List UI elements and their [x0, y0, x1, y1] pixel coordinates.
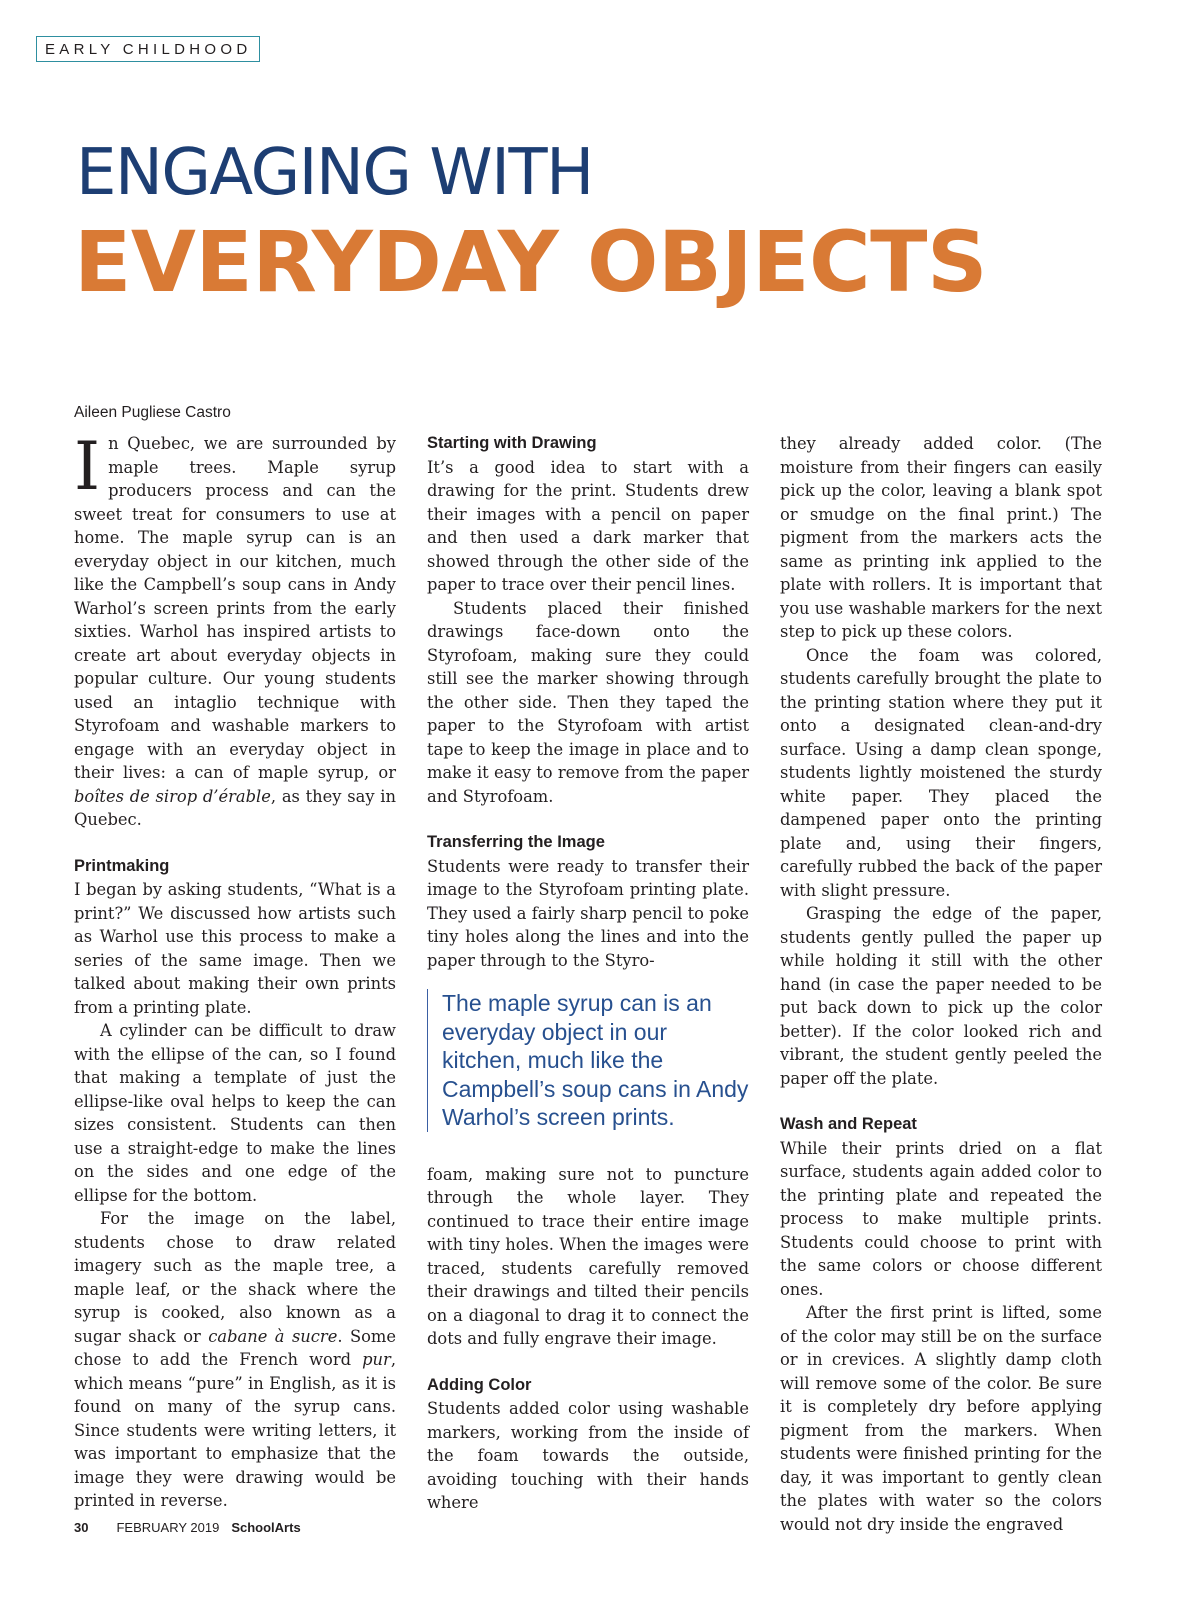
color-paragraph-3: Grasping the edge of the paper, students gently pulled the paper up while holding it still with the other hand (in case the paper needed to be put back down to pick up the color better). If the color looked rich and vibrant, the student gently peeled the paper off the plate.	[780, 904, 1102, 1088]
column-3	[780, 432, 1102, 1536]
transfer-paragraph-2: foam, making sure not to puncture through the whole layer. They continued to trace their entire image with tiny holes. When the images were traced, students carefully removed their drawings and tilted their pencils on a diagonal to drag it to connect the dots and fully engrave their image.	[427, 1164, 749, 1348]
intro-text-b: , as they say in Quebec.	[74, 786, 396, 829]
title-line-1: ENGAGING WITH	[76, 136, 593, 210]
intro-paragraph	[74, 428, 396, 832]
printmaking-p3-italic-2: pur	[362, 1350, 391, 1369]
drawing-paragraph-1: It’s a good idea to start with a drawing for the print. Students drew their images with a pencil on paper and then used a dark marker that showed through the other side of the paper to trace over their pencil lines.	[427, 457, 749, 594]
intro-italic: boîtes de sirop d’érable	[74, 786, 271, 806]
printmaking-paragraph-1: I began by asking students, “What is a print?” We discussed how artists such as Warhol use this process to make a series of the same image. Then we talked about making their own prints from a printing plate.	[74, 880, 396, 1017]
printmaking-p3-text-a: For the image on the label, students chose to draw related imagery such as the maple tree, a maple leaf, or the shack where the syrup is cooked, also known as a sugar shack or	[74, 1209, 396, 1346]
heading-starting-with-drawing: Starting with Drawing	[427, 434, 597, 452]
intro-text-a: n Quebec, we are surrounded by maple trees. Maple syrup producers process and can the sweet treat for consumers to use at home. The maple syrup can is an everyday object in our kitchen, much like the Campbell’s soup cans in Andy Warhol’s screen prints from the early sixties. Warhol has inspired artists to create art about everyday objects in popular culture. Our young students used an intaglio technique with Styrofoam and washable markers to engage with an everyday object in their lives: a can of maple syrup, or	[74, 434, 396, 782]
printmaking-p3-italic-1: cabane à sucre	[208, 1326, 338, 1346]
magazine-name: SchoolArts	[231, 1520, 301, 1535]
heading-printmaking: Printmaking	[74, 856, 170, 875]
author-byline: Aileen Pugliese Castro	[74, 404, 231, 421]
pull-quote: The maple syrup can is an everyday object in our kitchen, much like the Campbell’s soup cans in Andy Warhol’s screen prints.	[427, 989, 749, 1132]
title-line-2: EVERYDAY OBJECTS	[74, 213, 987, 311]
section-tag: EARLY CHILDHOOD	[36, 36, 260, 62]
printmaking-paragraph-3	[74, 1207, 396, 1513]
color-paragraph-1-continued: they already added color. (The moisture from their fingers can easily pick up the color, leaving a blank spot or smudge on the final print.) The pigment from the markers acts the same as printing ink applied to the plate with rollers. It is important that you use washable markers for the next step to pick up these colors.	[780, 434, 1102, 641]
transfer-paragraph-1: Students were ready to transfer their image to the Styrofoam printing plate. They used a fairly sharp pencil to poke tiny holes along the lines and into the paper through to the Styro-	[427, 856, 749, 970]
drawing-paragraph-2: Students placed their finished drawings face-down onto the Styrofoam, making sure they could still see the marker showing through the other side. Then they taped the paper to the Styrofoam with artist tape to keep the image in place and to make it easy to remove from the paper and Styrofoam.	[427, 598, 749, 806]
heading-transferring-the-image: Transferring the Image	[427, 833, 605, 851]
wash-paragraph-2: After the first print is lifted, some of the color may still be on the surface or in crevices. A slightly damp cloth will remove some of the color. Be sure it is completely dry before applying pigment from the markers. When students were finished printing for the day, it was important to gently clean the plates with water so the colors would not dry inside the engraved	[780, 1303, 1102, 1534]
page-number: 30	[74, 1520, 89, 1535]
column-1	[74, 428, 396, 1513]
heading-wash-and-repeat: Wash and Repeat	[780, 1115, 917, 1133]
printmaking-p3-text-c: , which means “pure” in English, as it is found on many of the syrup cans. Since students were writing letters, it was important to emphasize that the image they were drawing would be printed in reverse.	[74, 1350, 396, 1510]
wash-paragraph-1: While their prints dried on a flat surface, students again added color to the printing plate and repeated the process to make multiple prints. Students could choose to print with the same colors or choose different ones.	[780, 1138, 1102, 1299]
heading-adding-color: Adding Color	[427, 1375, 532, 1394]
column-2	[427, 432, 749, 1515]
page-footer	[74, 1520, 301, 1535]
drop-cap: I	[74, 428, 101, 505]
color-paragraph-2: Once the foam was colored, students carefully brought the plate to the printing station where they put it onto a designated clean-and-dry surface. Using a damp clean sponge, students lightly moistened the sturdy white paper. They placed the dampened paper onto the printing plate and, using their fingers, carefully rubbed the back of the paper with slight pressure.	[780, 645, 1102, 900]
color-paragraph-1: Students added color using washable markers, working from the inside of the foam towards the outside, avoiding touching with their hands where	[427, 1399, 749, 1512]
printmaking-p3-text-b: . Some chose to add the French word	[74, 1326, 396, 1369]
printmaking-paragraph-2: A cylinder can be difficult to draw with the ellipse of the can, so I found that making a template of just the ellipse-like oval helps to keep the can sizes consistent. Students can then use a straight-edge to make the lines on the sides and one edge of the ellipse for the bottom.	[74, 1021, 396, 1205]
issue-date: FEBRUARY 2019	[116, 1520, 220, 1535]
